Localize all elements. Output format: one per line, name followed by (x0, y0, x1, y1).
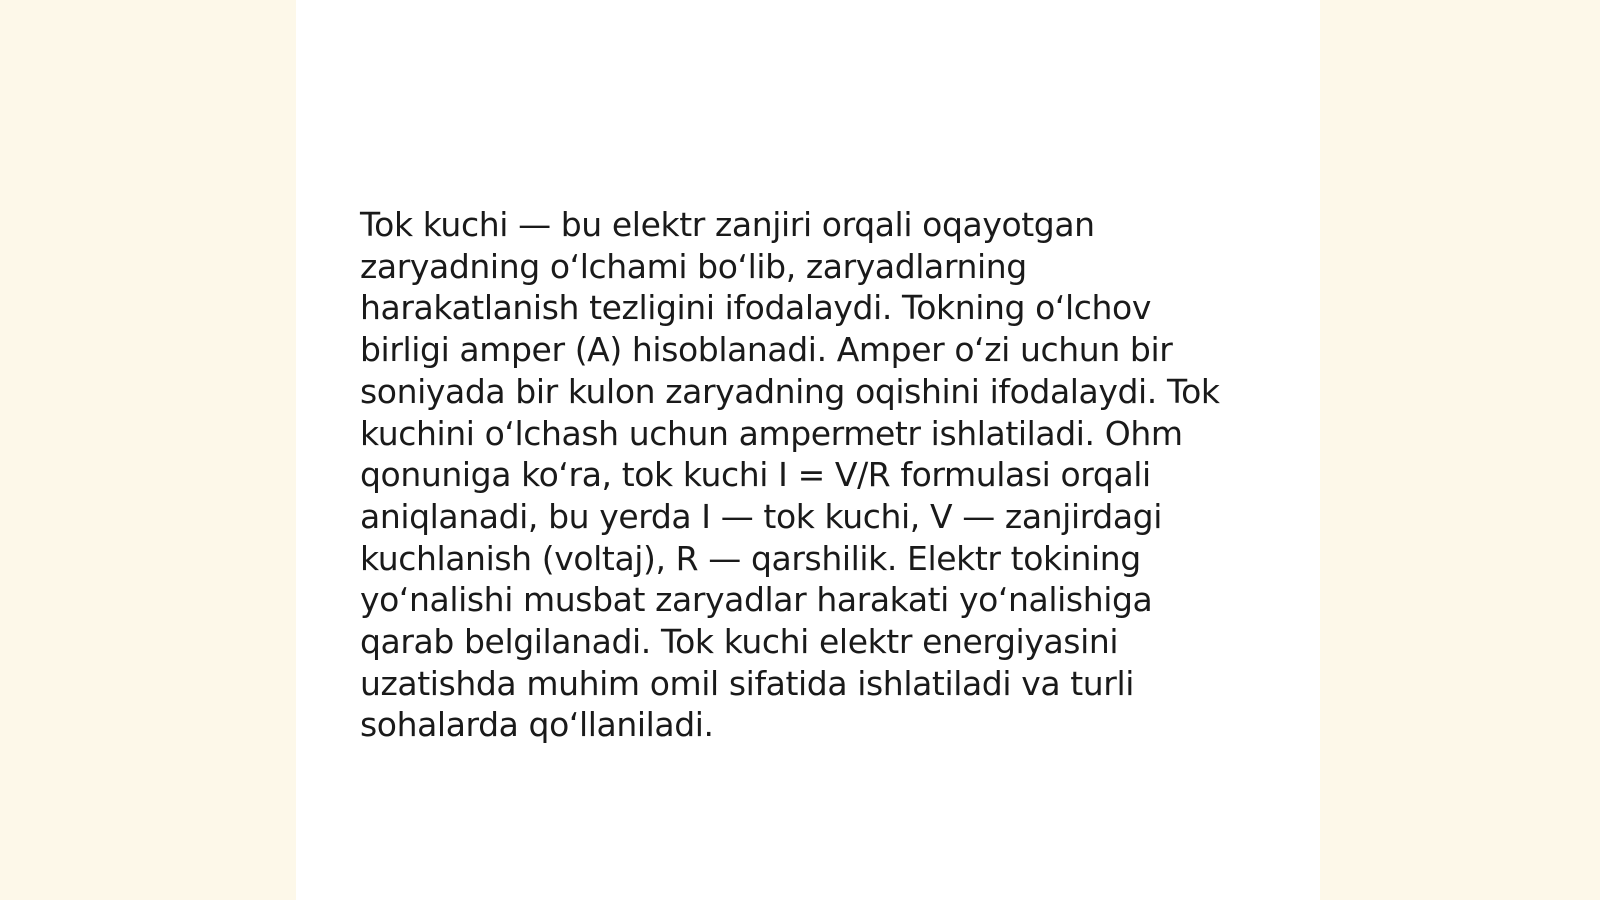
paragraph-line: soniyada bir kulon zaryadning oqishini ifodalaydi. Tok (360, 371, 1220, 411)
paragraph-line: birligi amper (A) hisoblanadi. Amper oʻzi uchun bir (360, 330, 1173, 370)
paragraph-line: yoʻnalishi musbat zaryadlar harakati yoʻnalishiga (360, 580, 1153, 620)
body-paragraph (360, 204, 1260, 746)
paragraph-line: qonuniga koʻra, tok kuchi I = V/R formulasi orqali (360, 455, 1151, 495)
document-page (296, 0, 1320, 900)
paragraph-line: aniqlanadi, bu yerda I — tok kuchi, V — zanjirdagi (360, 496, 1162, 536)
paragraph-line: Tok kuchi — bu elektr zanjiri orqali oqayotgan (360, 205, 1095, 244)
paragraph-line: kuchini oʻlchash uchun ampermetr ishlatiladi. Ohm (360, 413, 1183, 453)
paragraph-line: sohalarda qoʻllaniladi. (360, 705, 714, 745)
paragraph-line: harakatlanish tezligini ifodalaydi. Tokning oʻlchov (360, 288, 1151, 328)
paragraph-line: kuchlanish (voltaj), R — qarshilik. Elektr tokining (360, 538, 1141, 578)
paragraph-line: uzatishda muhim omil sifatida ishlatiladi va turli (360, 663, 1135, 703)
paragraph-line: qarab belgilanadi. Tok kuchi elektr energiyasini (360, 622, 1119, 662)
paragraph-line: zaryadning oʻlchami boʻlib, zaryadlarning (360, 246, 1027, 286)
